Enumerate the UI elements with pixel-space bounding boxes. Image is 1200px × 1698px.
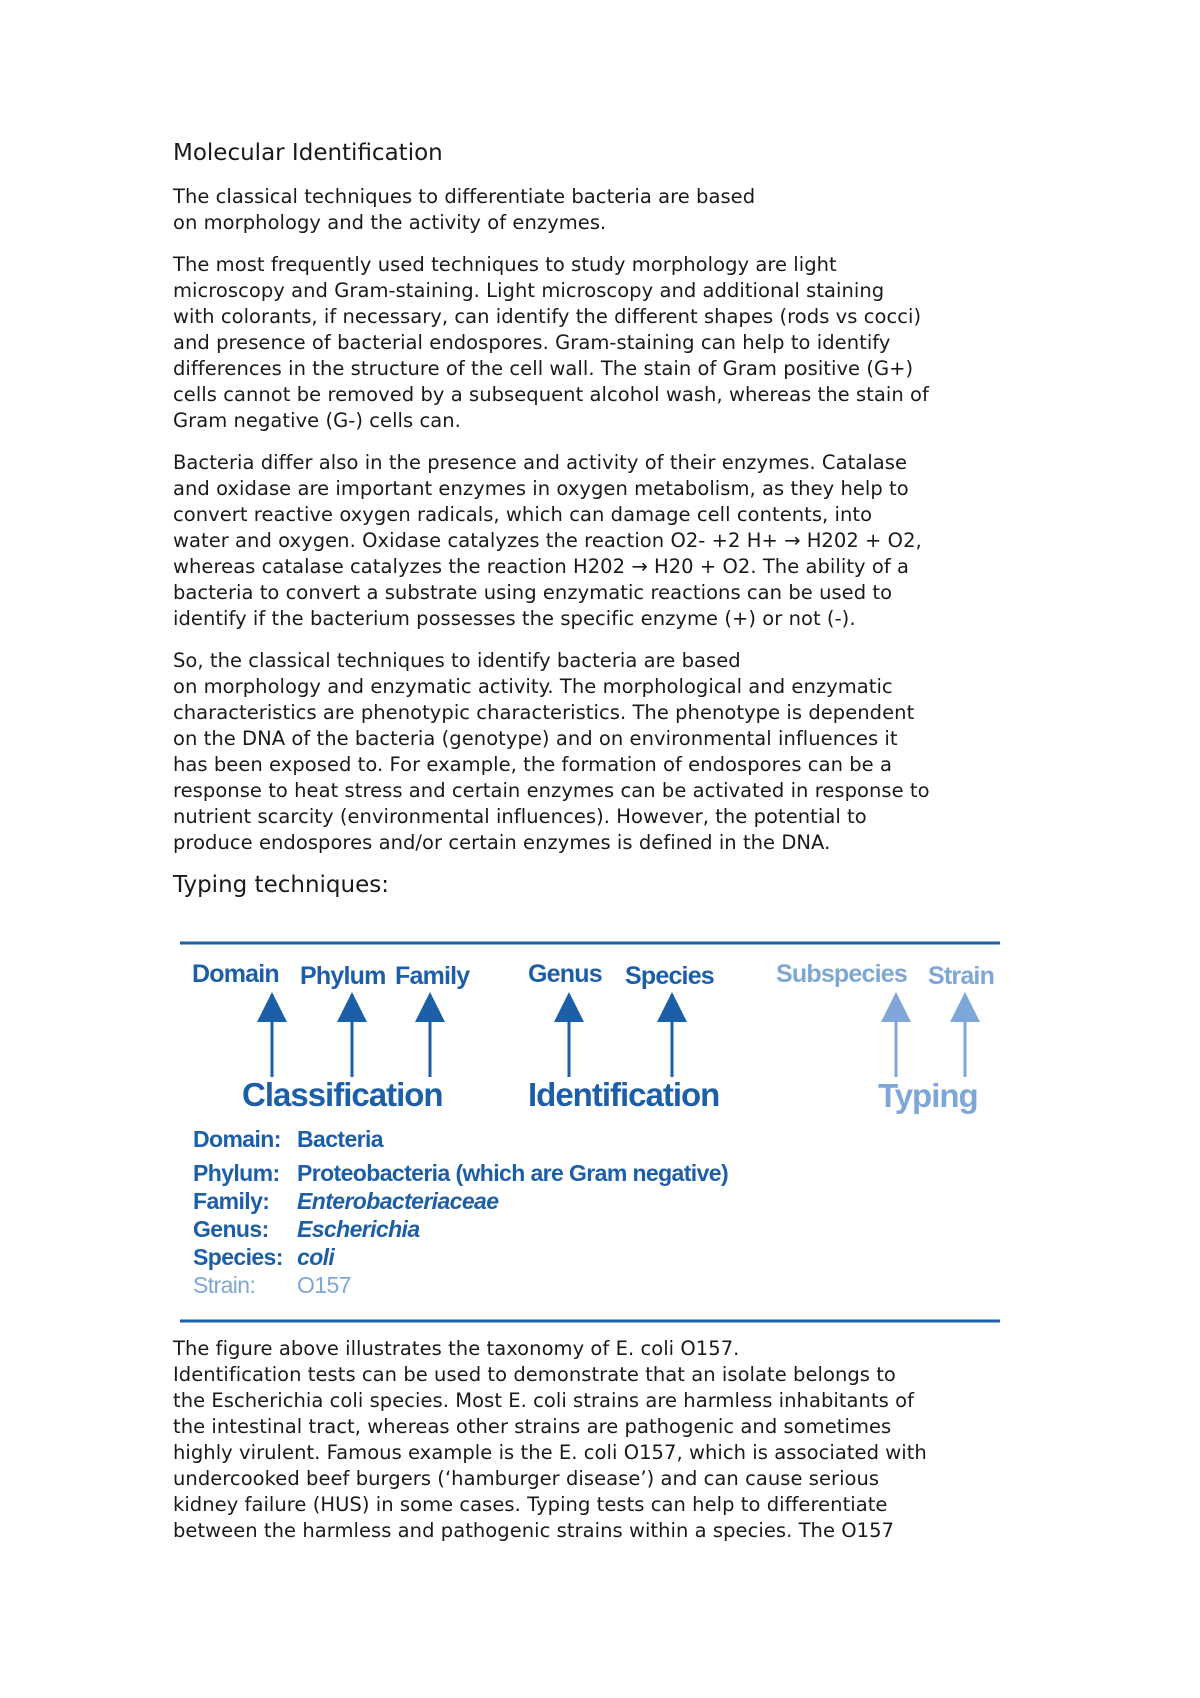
group-classification: Classification	[242, 1076, 443, 1113]
paragraph-1: The classical techniques to differentiate bacteria are based on morphology and the activity of enzymes.	[173, 185, 756, 234]
taxonomy-row-domain	[193, 1125, 383, 1159]
taxonomy-value: Proteobacteria (which are Gram negative)	[297, 1160, 729, 1186]
taxonomy-value: Enterobacteriaceae	[297, 1188, 499, 1214]
rank-strain: Strain	[928, 962, 995, 990]
rank-family: Family	[395, 962, 470, 990]
taxonomy-key: Species:	[193, 1244, 283, 1270]
taxonomy-value: coli	[297, 1244, 335, 1270]
document-body	[173, 140, 1053, 898]
rank-subspecies: Subspecies	[776, 960, 907, 988]
paragraph-2: The most frequently used techniques to study morphology are light microscopy and Gram-staining. Light microscopy and additional staining with colorants, if necessary, can identify the different shapes (rods vs cocci) and presence of bacterial endospores. Gram-staining can help to identify differences in the structure of the cell wall. The stain of Gram positive (G+) cells cannot be removed by a subsequent alcohol wash, whereas the stain of Gram negative (G-) cells can.	[173, 253, 929, 432]
taxonomy-value: O157	[297, 1272, 351, 1298]
closing-paragraph: The figure above illustrates the taxonomy of E. coli O157. Identification tests can be used to demonstrate that an isolate belongs to the Escherichia coli species. Most E. coli strains are harmless inhabitants of the intestinal tract, whereas other strains are pathogenic and sometimes highly virulent. Famous example is the E. coli O157, which is associated with undercooked beef burgers (‘hamburger disease’) and can cause serious kidney failure (HUS) in some cases. Typing tests can help to differentiate between the harmless and pathogenic strains within a species. The O157	[173, 1337, 927, 1542]
taxonomy-row-genus	[193, 1215, 420, 1243]
group-identification: Identification	[528, 1076, 720, 1113]
rank-phylum: Phylum	[300, 962, 386, 990]
taxonomy-row-strain	[193, 1271, 351, 1299]
section-heading: Typing techniques:	[173, 872, 389, 898]
taxonomy-key: Strain:	[193, 1272, 256, 1298]
taxonomy-row-species	[193, 1243, 335, 1271]
rank-species: Species	[625, 962, 714, 990]
taxonomy-row-phylum	[193, 1159, 729, 1187]
group-typing: Typing	[878, 1077, 978, 1114]
taxonomy-key: Phylum:	[193, 1160, 280, 1186]
taxonomy-list	[193, 1125, 729, 1299]
taxonomy-value: Escherichia	[297, 1216, 420, 1242]
closing-section	[173, 1336, 1053, 1560]
taxonomy-value: Bacteria	[297, 1126, 383, 1152]
taxonomy-row-family	[193, 1187, 499, 1215]
paragraph-4: So, the classical techniques to identify bacteria are based on morphology and enzymatic activity. The morphological and enzymatic characteristics are phenotypic characteristics. The phenotype is dependent on the DNA of the bacteria (genotype) and on environmental influences it has been exposed to. For example, the formation of endospores can be a response to heat stress and certain enzymes can be activated in response to nutrient scarcity (environmental influences). However, the potential to produce endospores and/or certain enzymes is defined in the DNA.	[173, 649, 930, 854]
rank-domain: Domain	[192, 960, 279, 988]
page-title: Molecular Identification	[173, 140, 443, 166]
rank-genus: Genus	[528, 960, 602, 988]
paragraph-3: Bacteria differ also in the presence and activity of their enzymes. Catalase and oxidase are important enzymes in oxygen metabolism, as they help to convert reactive oxygen radicals, which can damage cell contents, into water and oxygen. Oxidase catalyzes the reaction O2- +2 H+ → H202 + O2, whereas catalase catalyzes the reaction H202 → H20 + O2. The ability of a bacteria to convert a substrate using enzymatic reactions can be used to identify if the bacterium possesses the specific enzyme (+) or not (-).	[173, 451, 922, 630]
taxonomy-key: Family:	[193, 1188, 270, 1214]
taxonomy-key: Genus:	[193, 1216, 269, 1242]
taxonomy-key: Domain:	[193, 1126, 281, 1152]
